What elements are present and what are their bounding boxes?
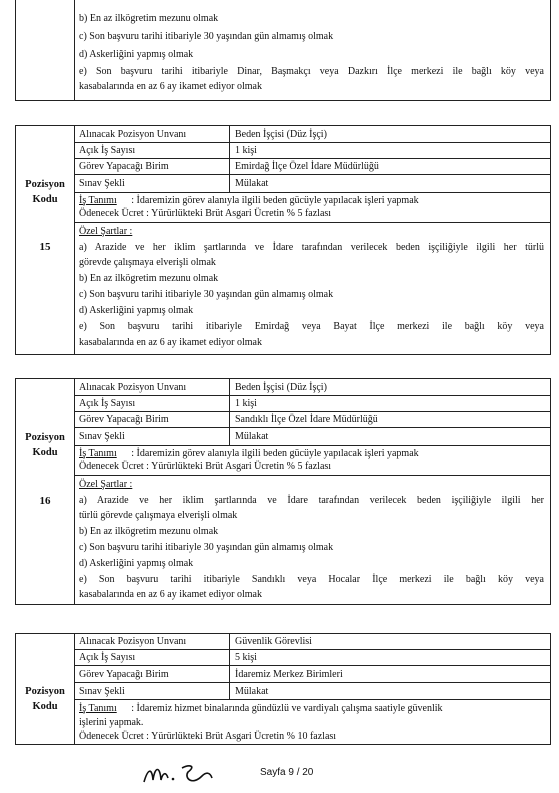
- value-kisi: 5 kişi: [235, 652, 257, 663]
- condition-b: b) En az ilkögretim mezunu olmak: [79, 526, 219, 537]
- condition-d: d) Askerliğini yapmış olmak: [79, 305, 194, 316]
- signature-icon: [140, 758, 220, 788]
- label-ozel-sartlar: Özel Şartlar :: [79, 479, 133, 490]
- condition-a-cont: görevde çalışmaya elverişli olmak: [79, 257, 216, 268]
- position-code-label: Pozisyon: [25, 179, 65, 190]
- value-unvan: Beden İşçisi (Düz İşçi): [235, 128, 327, 140]
- condition-a: a) Arazide ve her iklim şartlarında ve İdare tarafından verilecek beden işçiliğiyle ilgili her: [79, 495, 544, 506]
- condition-d: d) Askerliğini yapmış olmak: [79, 49, 194, 60]
- row-kisi: [75, 143, 550, 159]
- position-code-label-2: Kodu: [32, 194, 58, 205]
- row-kisi: [75, 396, 550, 412]
- label-is-tanimi: İş Tanımı: [79, 195, 117, 206]
- label-ucret: Ödenecek Ücret :: [79, 461, 149, 472]
- value-birim: Sandıklı İlçe Özel İdare Müdürlüğü: [235, 414, 378, 425]
- label-unvan: Alınacak Pozisyon Unvanı: [75, 634, 230, 649]
- label-sinav: Sınav Şekli: [75, 428, 230, 445]
- value-sinav: Mülakat: [235, 685, 269, 697]
- label-birim: Görev Yapacağı Birim: [75, 412, 230, 427]
- row-is-tanimi: [75, 446, 550, 476]
- row-sinav: [75, 175, 550, 193]
- row-unvan: [75, 126, 550, 143]
- label-birim: Görev Yapacağı Birim: [75, 159, 230, 174]
- condition-a-cont: türlü görevde çalışmaya elverişli olmak: [79, 510, 238, 521]
- value-sinav: Mülakat: [235, 178, 269, 189]
- row-unvan: [75, 634, 550, 650]
- code-column: [16, 0, 75, 100]
- position-code-label: Pozisyon: [25, 686, 65, 697]
- label-is-tanimi: İş Tanımı: [79, 448, 117, 459]
- condition-e: e) Son başvuru tarihi itibariyle Emirdağ veya Bayat İlçe merkezi ile bağlı köy veya: [79, 321, 544, 332]
- label-kisi: Açık İş Sayısı: [75, 396, 230, 411]
- row-unvan: [75, 379, 550, 396]
- label-ucret: Ödenecek Ücret :: [79, 731, 149, 742]
- position-code-label: Pozisyon: [25, 432, 65, 443]
- condition-e: e) Son başvuru tarihi itibariyle Dinar, Başmakçı veya Dazkırı İlçe merkezi ile bağlı köy veya: [79, 66, 544, 77]
- position-code-label-2: Kodu: [32, 447, 58, 458]
- label-ozel-sartlar: Özel Şartlar :: [79, 226, 133, 237]
- position-code-number: 16: [39, 495, 51, 507]
- condition-c: c) Son başvuru tarihi itibariyle 30 yaşından gün almamış olmak: [79, 31, 334, 42]
- row-is-tanimi: [75, 193, 550, 223]
- condition-c: c) Son başvuru tarihi itibariyle 30 yaşından gün almamış olmak: [79, 289, 334, 300]
- is-tanimi-block: [79, 702, 544, 744]
- value-unvan: Güvenlik Görevlisi: [235, 636, 312, 647]
- value-birim: İdaremiz Merkez Birimleri: [235, 668, 343, 680]
- condition-d: d) Askerliğini yapmış olmak: [79, 558, 194, 569]
- label-ucret: Ödenecek Ücret :: [79, 208, 149, 219]
- position-code-label-2: Kodu: [32, 701, 58, 712]
- label-birim: Görev Yapacağı Birim: [75, 666, 230, 682]
- condition-e: e) Son başvuru tarihi itibariyle Sandıklı veya Hocalar İlçe merkezi ile bağlı köy veya: [79, 574, 544, 585]
- position-block-guvenlik: [15, 633, 551, 745]
- value-sinav: Mülakat: [235, 431, 269, 442]
- row-kisi: [75, 650, 550, 666]
- row-sinav: [75, 428, 550, 446]
- position-block-15: [15, 125, 551, 355]
- label-is-tanimi: İş Tanımı: [79, 703, 117, 714]
- code-column: [16, 379, 75, 604]
- value-is-tanimi: : İdaremizin görev alanıyla ilgili beden gücüyle yapılacak işleri yapmak: [131, 195, 419, 206]
- signature-image: [140, 758, 220, 793]
- value-ucret: Yürürlükteki Brüt Asgari Ücretin % 5 fazlası: [151, 208, 332, 219]
- position-block-16: [15, 378, 551, 605]
- condition-e-cont: kasabalarında en az 6 ay ikamet ediyor olmak: [79, 81, 262, 92]
- row-birim: [75, 666, 550, 683]
- row-sinav: [75, 683, 550, 700]
- row-birim: [75, 412, 550, 428]
- value-unvan: Beden İşçisi (Düz İşçi): [235, 381, 327, 393]
- position-code-number: 15: [39, 241, 51, 253]
- condition-b: b) En az ilkögretim mezunu olmak: [79, 13, 219, 24]
- top-continuation-block: [15, 0, 551, 101]
- condition-c: c) Son başvuru tarihi itibariyle 30 yaşından gün almamış olmak: [79, 542, 334, 553]
- label-sinav: Sınav Şekli: [75, 175, 230, 192]
- label-sinav: Sınav Şekli: [75, 683, 230, 699]
- label-unvan: Alınacak Pozisyon Unvanı: [75, 379, 230, 395]
- value-ucret: Yürürlükteki Brüt Asgari Ücretin % 10 fazlası: [151, 731, 337, 742]
- condition-e-cont: kasabalarında en az 6 ay ikamet ediyor olmak: [79, 337, 262, 348]
- row-birim: [75, 159, 550, 175]
- value-kisi: 1 kişi: [235, 398, 257, 409]
- value-is-tanimi-cont: işlerini yapmak.: [79, 717, 144, 728]
- value-ucret: Yürürlükteki Brüt Asgari Ücretin % 5 fazlası: [151, 461, 332, 472]
- value-birim: Emirdağ İlçe Özel İdare Müdürlüğü: [235, 161, 379, 172]
- code-column: [16, 634, 75, 744]
- code-column: [16, 126, 75, 354]
- label-kisi: Açık İş Sayısı: [75, 650, 230, 665]
- label-unvan: Alınacak Pozisyon Unvanı: [75, 126, 230, 142]
- value-is-tanimi: : İdaremizin görev alanıyla ilgili beden gücüyle yapılacak işleri yapmak: [131, 448, 419, 459]
- value-is-tanimi: : İdaremiz hizmet binalarında gündüzlü ve vardiyalı çalışma saatiyle güvenlik: [131, 703, 443, 714]
- page-number: Sayfa 9 / 20: [260, 767, 314, 778]
- label-kisi: Açık İş Sayısı: [75, 143, 230, 158]
- condition-e-cont: kasabalarında en az 6 ay ikamet ediyor olmak: [79, 589, 262, 600]
- value-kisi: 1 kişi: [235, 145, 257, 156]
- condition-b: b) En az ilkögretim mezunu olmak: [79, 273, 219, 284]
- condition-a: a) Arazide ve her iklim şartlarında ve İdare tarafından verilecek beden işçiliğiyle ilgili her türlü: [79, 242, 544, 253]
